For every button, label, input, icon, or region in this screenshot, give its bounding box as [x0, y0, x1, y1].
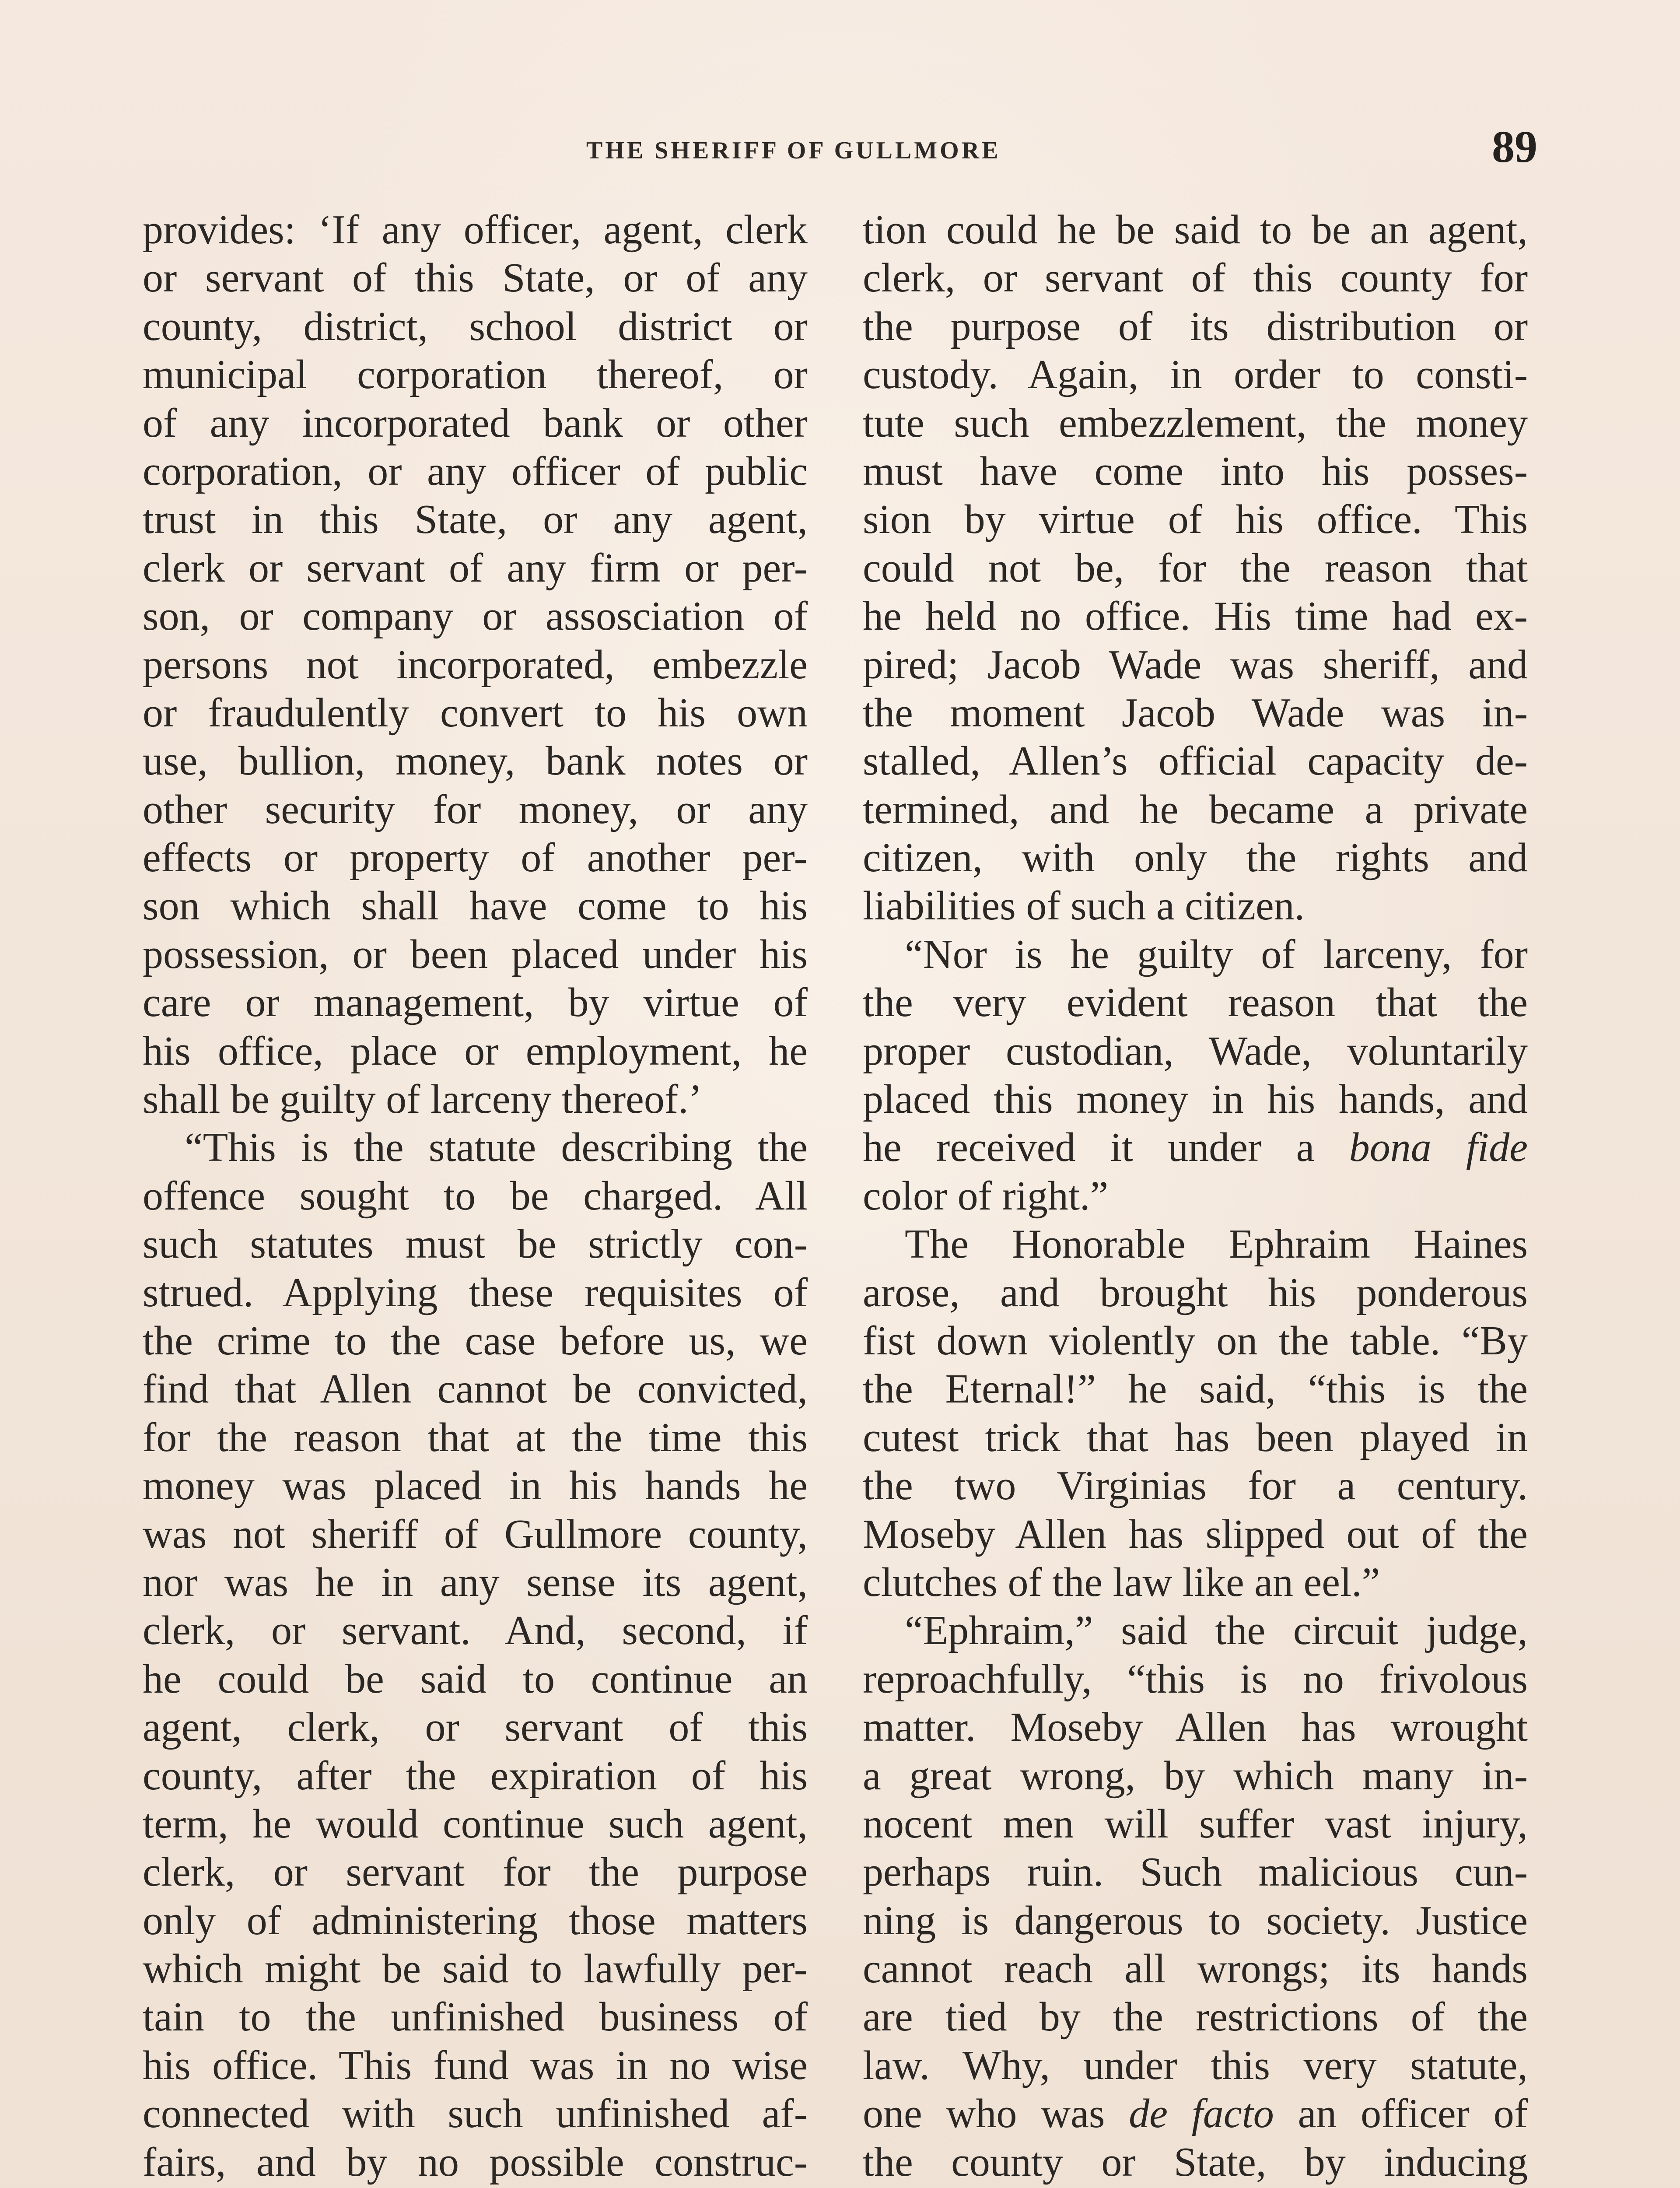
text-line: proper custodian, Wade, voluntarily — [863, 1028, 1528, 1074]
text-line: municipal corporation thereof, or — [143, 352, 808, 398]
text-line: money was placed in his hands he — [143, 1463, 808, 1509]
text-line — [863, 1123, 1528, 1171]
text-line: law. Why, under this very statute, — [863, 2042, 1528, 2088]
text-line: citizen, with only the rights and — [863, 835, 1528, 881]
text-line: or servant of this State, or of any — [143, 255, 808, 301]
text-line: The Honorable Ephraim Haines — [905, 1221, 1528, 1267]
text-line: “Ephraim,” said the circuit judge, — [905, 1608, 1528, 1654]
text-line: possession, or been placed under his — [143, 931, 808, 977]
text-run: he received it under a — [863, 1125, 1349, 1171]
text-line: custody. Again, in order to consti- — [863, 352, 1528, 398]
italic-phrase: de facto — [1129, 2091, 1274, 2137]
text-line: find that Allen cannot be convicted, — [143, 1366, 808, 1412]
text-line: nor was he in any sense its agent, — [143, 1559, 808, 1605]
page-number: 89 — [1492, 122, 1537, 172]
text-line: Moseby Allen has slipped out of the — [863, 1511, 1528, 1557]
text-line: clerk or servant of any firm or per- — [143, 545, 808, 591]
text-line: sion by virtue of his office. This — [863, 497, 1528, 543]
text-line: pired; Jacob Wade was sheriff, and — [863, 642, 1528, 687]
text-line: cannot reach all wrongs; its hands — [863, 1946, 1528, 1992]
text-line: county, district, school district or — [143, 303, 808, 349]
text-line: fairs, and by no possible construc- — [143, 2139, 808, 2185]
text-line: trust in this State, or any agent, — [143, 497, 808, 543]
text-line: tute such embezzlement, the money — [863, 400, 1528, 446]
text-line: the very evident reason that the — [863, 980, 1528, 1026]
text-run: one who was — [863, 2091, 1129, 2137]
text-line: clutches of the law like an eel.” — [863, 1559, 1380, 1605]
text-line: he held no office. His time had ex- — [863, 593, 1528, 639]
text-line: matter. Moseby Allen has wrought — [863, 1704, 1528, 1750]
text-line: persons not incorporated, embezzle — [143, 642, 808, 687]
text-line — [863, 2090, 1528, 2138]
text-line: of any incorporated bank or other — [143, 400, 808, 446]
text-line: use, bullion, money, bank notes or — [143, 738, 808, 784]
text-line: was not sheriff of Gullmore county, — [143, 1511, 808, 1557]
text-line: a great wrong, by which many in- — [863, 1753, 1528, 1799]
text-line: care or management, by virtue of — [143, 980, 808, 1026]
text-line: reproachfully, “this is no frivolous — [863, 1656, 1528, 1702]
text-line: other security for money, or any — [143, 786, 808, 832]
text-line: ning is dangerous to society. Justice — [863, 1897, 1528, 1943]
text-line: clerk, or servant of this county for — [863, 255, 1528, 301]
text-line: liabilities of such a citizen. — [863, 883, 1305, 929]
text-line: nocent men will suffer vast injury, — [863, 1801, 1528, 1847]
text-line: or fraudulently convert to his own — [143, 690, 808, 736]
text-line: the county or State, by inducing — [863, 2139, 1528, 2185]
text-line: such statutes must be strictly con- — [143, 1221, 808, 1267]
text-line: perhaps ruin. Such malicious cun- — [863, 1849, 1528, 1895]
text-run: an officer of — [1274, 2091, 1528, 2137]
text-line: which might be said to lawfully per- — [143, 1946, 808, 1992]
text-line: are tied by the restrictions of the — [863, 1994, 1528, 2040]
text-line: his office. This fund was in no wise — [143, 2042, 808, 2088]
running-title: THE SHERIFF OF GULLMORE — [586, 137, 1001, 164]
text-line: provides: ‘If any officer, agent, clerk — [143, 207, 808, 252]
text-line: “Nor is he guilty of larceny, for — [905, 931, 1528, 977]
text-line: term, he would continue such agent, — [143, 1801, 808, 1847]
text-line: connected with such unfinished af- — [143, 2091, 808, 2137]
text-line: “This is the statute describing the — [185, 1125, 808, 1171]
text-line: the two Virginias for a century. — [863, 1463, 1528, 1509]
text-line: color of right.” — [863, 1173, 1109, 1219]
text-line: tain to the unfinished business of — [143, 1994, 808, 2040]
text-line: placed this money in his hands, and — [863, 1076, 1528, 1122]
text-line: the purpose of its distribution or — [863, 303, 1528, 349]
text-line: clerk, or servant. And, second, if — [143, 1608, 808, 1654]
text-line: stalled, Allen’s official capacity de- — [863, 738, 1528, 784]
text-line: son which shall have come to his — [143, 883, 808, 929]
text-line: for the reason that at the time this — [143, 1414, 808, 1460]
text-line: county, after the expiration of his — [143, 1753, 808, 1799]
text-line: effects or property of another per- — [143, 835, 808, 881]
text-line: fist down violently on the table. “By — [863, 1318, 1528, 1364]
text-line: could not be, for the reason that — [863, 545, 1528, 591]
text-line: offence sought to be charged. All — [143, 1173, 808, 1219]
text-line: must have come into his posses- — [863, 448, 1528, 494]
italic-phrase: bona fide — [1349, 1125, 1528, 1171]
text-line: tion could he be said to be an agent, — [863, 207, 1528, 252]
text-line: cutest trick that has been played in — [863, 1414, 1528, 1460]
text-line: strued. Applying these requisites of — [143, 1269, 808, 1315]
text-line: clerk, or servant for the purpose — [143, 1849, 808, 1895]
text-line: he could be said to continue an — [143, 1656, 808, 1702]
text-line: the crime to the case before us, we — [143, 1318, 808, 1364]
text-line: corporation, or any officer of public — [143, 448, 808, 494]
text-line: shall be guilty of larceny thereof.’ — [143, 1076, 702, 1122]
text-line: the Eternal!” he said, “this is the — [863, 1366, 1528, 1412]
text-line: termined, and he became a private — [863, 786, 1528, 832]
left-text-column — [143, 206, 808, 2186]
text-line: son, or company or assosciation of — [143, 593, 808, 639]
text-line: the moment Jacob Wade was in- — [863, 690, 1528, 736]
text-line: his office, place or employment, he — [143, 1028, 808, 1074]
right-text-column — [863, 206, 1528, 2186]
text-line: arose, and brought his ponderous — [863, 1269, 1528, 1315]
text-line: agent, clerk, or servant of this — [143, 1704, 808, 1750]
text-line: only of administering those matters — [143, 1897, 808, 1943]
